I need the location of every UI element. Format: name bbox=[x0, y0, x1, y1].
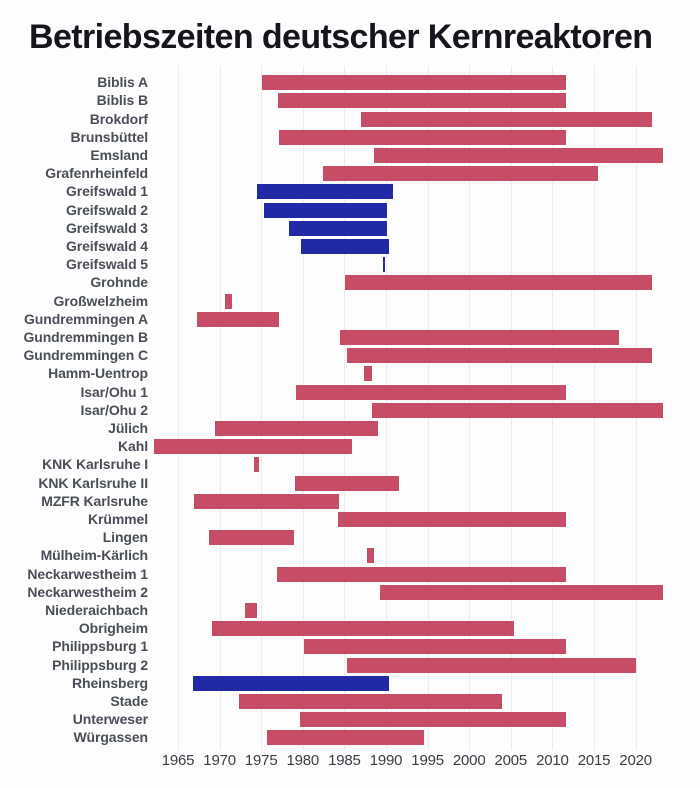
reactor-label: Greifswald 5 bbox=[65, 256, 148, 273]
reactor-label: Greifswald 3 bbox=[65, 219, 148, 236]
reactor-label: KNK Karlsruhe II bbox=[38, 474, 148, 491]
reactor-bar bbox=[345, 275, 652, 290]
reactor-bar bbox=[372, 403, 663, 418]
reactor-bar bbox=[304, 639, 565, 654]
reactor-label: Brokdorf bbox=[89, 110, 148, 127]
x-tick-label: 2005 bbox=[494, 752, 528, 769]
reactor-label: Brunsbüttel bbox=[70, 128, 148, 145]
reactor-label: KNK Karlsruhe I bbox=[42, 456, 148, 473]
x-tick-label: 1965 bbox=[161, 752, 195, 769]
x-tick-label: 1990 bbox=[369, 752, 403, 769]
reactor-label: Obrigheim bbox=[78, 620, 148, 637]
reactor-label: Biblis A bbox=[97, 74, 148, 91]
x-tick-label: 1985 bbox=[328, 752, 361, 769]
reactor-bar bbox=[239, 694, 502, 709]
reactor-bar bbox=[296, 385, 566, 400]
reactor-label: Emsland bbox=[90, 147, 148, 163]
x-tick-label: 1975 bbox=[244, 752, 278, 769]
reactor-bar bbox=[323, 166, 598, 181]
chart-title: Betriebszeiten deutscher Kernreaktoren bbox=[29, 18, 653, 56]
reactor-label: Gundremmingen C bbox=[23, 347, 148, 364]
x-tick-label: 1980 bbox=[286, 752, 320, 769]
reactor-label: Rheinsberg bbox=[71, 674, 148, 691]
reactor-label: Isar/Ohu 1 bbox=[80, 383, 148, 400]
reactor-label: Krümmel bbox=[88, 511, 148, 527]
gridline bbox=[220, 66, 221, 750]
x-tick-label: 2015 bbox=[577, 752, 611, 769]
reactor-label: Mülheim-Kärlich bbox=[40, 547, 148, 564]
reactor-label: Grafenrheinfeld bbox=[45, 165, 148, 182]
reactor-label: Neckarwestheim 2 bbox=[27, 583, 148, 600]
reactor-label: Grohnde bbox=[90, 274, 148, 291]
reactor-bar bbox=[215, 421, 378, 436]
reactor-label: Gundremmingen B bbox=[23, 329, 148, 345]
reactor-label: Philippsburg 2 bbox=[52, 656, 148, 673]
reactor-bar bbox=[277, 567, 566, 582]
reactor-bar bbox=[347, 348, 652, 363]
reactor-bar bbox=[193, 676, 389, 691]
reactor-label: Hamm-Uentrop bbox=[48, 365, 148, 382]
reactor-label: Stade bbox=[110, 693, 148, 709]
reactor-bar bbox=[361, 112, 652, 127]
reactor-bar bbox=[367, 548, 374, 563]
x-tick-label: 2000 bbox=[452, 752, 486, 769]
reactor-bar bbox=[267, 730, 424, 745]
reactor-bar bbox=[197, 312, 279, 327]
reactor-label: Philippsburg 1 bbox=[52, 638, 148, 655]
reactor-bar bbox=[380, 585, 663, 600]
gridline bbox=[178, 66, 179, 750]
reactor-bar bbox=[225, 294, 232, 309]
reactor-label: Unterweser bbox=[72, 711, 148, 728]
reactor-bar bbox=[257, 184, 393, 199]
reactor-label: Niederaichbach bbox=[45, 602, 148, 618]
reactor-label: Greifswald 1 bbox=[65, 183, 148, 200]
reactor-bar bbox=[364, 366, 372, 381]
reactor-bar bbox=[347, 658, 636, 673]
x-tick-label: 1970 bbox=[203, 752, 236, 769]
reactor-label: Neckarwestheim 1 bbox=[27, 565, 148, 582]
reactor-bar bbox=[295, 476, 399, 491]
reactor-bar bbox=[300, 712, 565, 727]
reactor-bar bbox=[212, 621, 514, 636]
reactor-label: Biblis B bbox=[96, 92, 148, 109]
reactor-bar bbox=[289, 221, 386, 236]
x-tick-label: 1995 bbox=[411, 752, 444, 769]
reactor-bar bbox=[383, 257, 385, 272]
reactor-bar bbox=[374, 148, 664, 163]
reactor-bar bbox=[278, 93, 566, 108]
reactor-bar bbox=[154, 439, 352, 454]
reactor-bar bbox=[340, 330, 619, 345]
gridline bbox=[261, 66, 262, 750]
reactor-label: Lingen bbox=[102, 529, 148, 546]
x-tick-label: 2020 bbox=[619, 752, 652, 769]
reactor-bar bbox=[262, 75, 566, 90]
reactor-label: Großwelzheim bbox=[53, 292, 148, 309]
reactor-bar bbox=[209, 530, 295, 545]
reactor-label: Würgassen bbox=[73, 729, 148, 746]
reactor-label: Jülich bbox=[108, 420, 148, 436]
reactor-label: Kahl bbox=[118, 438, 148, 455]
reactor-label: Greifswald 4 bbox=[65, 238, 148, 254]
reactor-bar bbox=[264, 203, 387, 218]
reactor-label: Gundremmingen A bbox=[24, 310, 148, 327]
reactor-bar bbox=[279, 130, 566, 145]
reactor-bar bbox=[254, 457, 259, 472]
reactor-bar bbox=[194, 494, 340, 509]
reactor-label: Isar/Ohu 2 bbox=[80, 401, 148, 418]
reactor-label: MZFR Karlsruhe bbox=[41, 492, 148, 509]
reactor-bar bbox=[338, 512, 566, 527]
reactor-bar bbox=[301, 239, 389, 254]
x-tick-label: 2010 bbox=[536, 752, 569, 769]
reactor-bar bbox=[245, 603, 257, 618]
reactor-label: Greifswald 2 bbox=[65, 201, 148, 218]
